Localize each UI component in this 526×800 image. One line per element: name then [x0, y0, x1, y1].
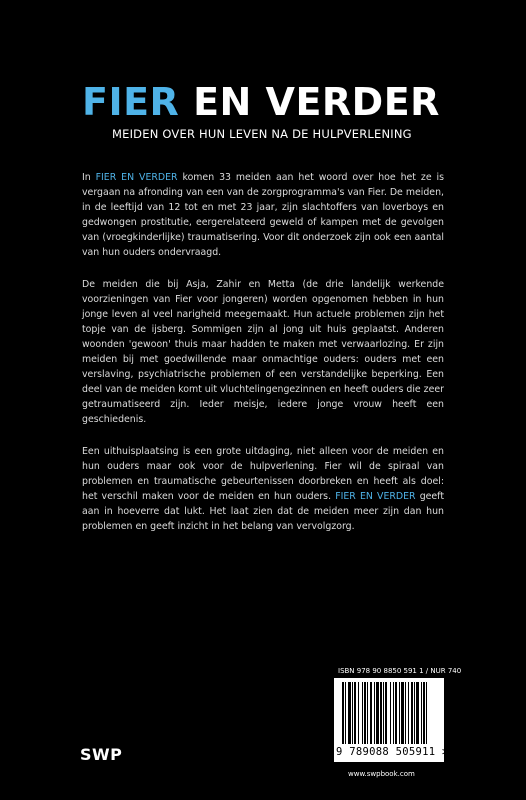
barcode-bar [374, 682, 375, 744]
highlight-title: FIER EN VERDER [95, 172, 178, 183]
publisher-url: www.swpbook.com [348, 770, 415, 778]
barcode-number: 9 789088 505911 > [336, 746, 449, 758]
title-en-verder: EN VERDER [193, 80, 440, 124]
highlight-title: FIER EN VERDER [335, 490, 416, 502]
blurb [82, 170, 444, 550]
barcode-bar [421, 682, 422, 744]
blurb-paragraph-2: De meiden die bij Asja, Zahir en Metta (de drie landelijk werkende voorzieningen van Fier voor jongeren) worden opgenomen hebben in hun jonge leven al veel narigheid meegemaakt. Hun actuele problemen zijn het topje van de ijsberg. Sommigen zijn al jong uit huis geplaatst. Anderen woonden 'gewoon' thuis maar hadden te maken met verwaarlozing. Er zijn meiden bij met goedwillende maar onmachtige ouders: ouders met een verslaving, psychiatrische problemen of een verstandelijke beperking. Een deel van de meiden komt uit vluchtelingengezinnen en heeft ouders die zeer getraumatiseerd zijn. Ieder meisje, iedere jonge vrouw heeft een geschiedenis. [82, 278, 444, 426]
barcode-bar [416, 682, 419, 744]
blurb-paragraph-3: Een uithuisplaatsing is een grote uitdaging, niet alleen voor de meiden en hun ouders maar ook voor de hulpverlening. Fier wil de spiraal van problemen en traumatische gebeurtenissen doorbreken en heeft als doel: het verschil maken voor de meiden en hun ouders. FIER EN VERDER geeft aan in hoeverre dat lukt. Het laat zien dat de meiden meer zijn dan hun problemen en geeft inzicht in het belang van vervolgzorg. [82, 445, 444, 532]
barcode-bar [370, 682, 372, 744]
barcode-bar [352, 682, 353, 744]
blurb-paragraph-1: In FIER EN VERDER komen 33 meiden aan het woord over hoe het ze is vergaan na afronding van een van de zorgprogramma's van Fier. De meiden, in de leeftijd van 12 tot en met 23 jaar, zijn slachtoffers van loverboys en gedwongen prostitutie, eergerelateerd geweld of kampen met de gevolgen van (vroegkinderlijke) traumatisering. Voor dit onderzoek zijn ook een aantal van hun ouders ondervraagd. [82, 172, 445, 259]
barcode-bar [408, 682, 409, 744]
barcode-bar [393, 682, 394, 744]
barcode-bar [354, 682, 356, 744]
barcode-bar [345, 682, 346, 744]
book-subtitle: MEIDEN OVER HUN LEVEN NA DE HULPVERLENING [112, 127, 412, 141]
publisher-logo: SWP [80, 745, 123, 764]
barcode-bar [385, 682, 387, 744]
barcode [334, 678, 449, 762]
barcode-bar [395, 682, 397, 744]
barcode-bar [342, 682, 344, 744]
barcode-bar [423, 682, 425, 744]
barcode-bar [401, 682, 404, 744]
barcode-bar [348, 682, 351, 744]
barcode-bar [362, 682, 363, 744]
barcode-bar [364, 682, 366, 744]
barcode-bar [376, 682, 379, 744]
barcode-bar [383, 682, 384, 744]
barcode-bar [411, 682, 413, 744]
barcode-bar [414, 682, 415, 744]
barcode-bar [380, 682, 382, 744]
barcode-bar [367, 682, 368, 744]
title-fier: FIER [82, 80, 180, 124]
barcode-bar [399, 682, 400, 744]
isbn-label: ISBN 978 90 8850 591 1 / NUR 740 [338, 667, 462, 675]
barcode-bar [426, 682, 427, 744]
barcode-bar [405, 682, 406, 744]
book-title [82, 80, 440, 124]
barcode-bars [342, 682, 436, 744]
barcode-bar [390, 682, 391, 744]
barcode-bar [358, 682, 359, 744]
